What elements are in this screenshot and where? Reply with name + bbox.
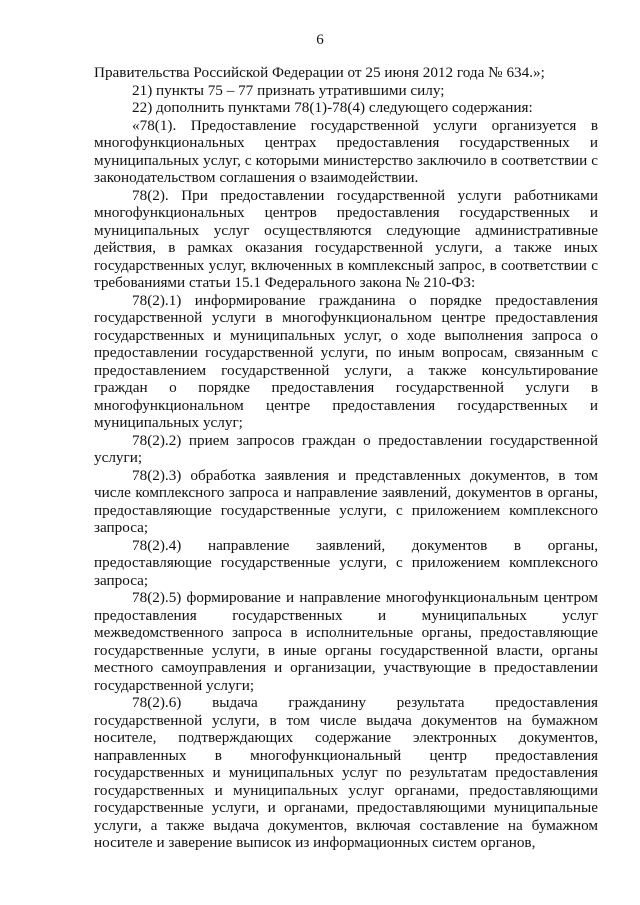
paragraph-continuation: Правительства Российской Федерации от 25 июня 2012 года № 634.»; bbox=[94, 64, 545, 81]
page-number: 6 bbox=[316, 32, 324, 48]
paragraph-78-2: 78(2). При предоставлении государственной услуги работниками многофункциональных центров предоставления государственных и муниципальных услуг осуществляются следующие административные действия, в рамках оказания государственной услуги, а также иных государственных услуг, включенных в комплексный запрос, в соответствии с требованиями статьи 15.1 Федерального закона № 210-ФЗ: bbox=[94, 186, 598, 291]
paragraph-item-22: 22) дополнить пунктами 78(1)-78(4) следующего содержания: bbox=[132, 99, 533, 116]
paragraph-item-21: 21) пункты 75 – 77 признать утратившими силу; bbox=[132, 81, 445, 99]
paragraph-78-1: «78(1). Предоставление государственной услуги организуется в многофункциональных центрах предоставления государственных и муниципальных услуг, с которыми министерство заключило в соответствии с законодательством соглашения о взаимодействии. bbox=[94, 116, 598, 186]
paragraph-78-2-6: 78(2).6) выдача гражданину результата предоставления государственной услуги, в том числе выдача документов на бумажном носителе, подтверждающих содержание электронных документов, направленных в многофункциональный центр предоставления государственных и муниципальных услуг по результатам предоставления государственных и муниципальных услуг органами, предоставляющими государственные услуги, и органами, предоставляющими муниципальные услуги, а также выдача документов, включая составление на бумажном носителе и заверение выписок из информационных систем органов, bbox=[94, 694, 598, 851]
paragraph-78-2-3: 78(2).3) обработка заявления и представленных документов, в том числе комплексного запроса и направление заявлений, документов в органы, предоставляющие государственные услуги, с приложением комплексного запроса; bbox=[94, 466, 598, 536]
paragraph-78-2-5: 78(2).5) формирование и направление многофункциональным центром предоставления государственных и муниципальных услуг межведомственного запроса в исполнительные органы, предоставляющие государственные услуги, в иные органы государственной власти, органы местного самоуправления и организации, участвующие в предоставлении государственной услуги; bbox=[94, 589, 598, 694]
paragraph-78-2-4: 78(2).4) направление заявлений, документов в органы, предоставляющие государственные услуги, с приложением комплексного запроса; bbox=[94, 536, 598, 589]
paragraph-78-2-2: 78(2).2) прием запросов граждан о предоставлении государственной услуги; bbox=[94, 431, 598, 466]
paragraph-78-2-1: 78(2).1) информирование гражданина о порядке предоставления государственной услуги в многофункциональном центре предоставления государственных и муниципальных услуг, о ходе выполнения запроса о предоставлении государственной услуги, по иным вопросам, связанным с предоставлением государственной услуги, а также консультирование граждан о порядке предоставления государственной услуги в многофункциональном центре предоставления государственных и муниципальных услуг; bbox=[94, 291, 598, 431]
document-body bbox=[94, 64, 598, 852]
